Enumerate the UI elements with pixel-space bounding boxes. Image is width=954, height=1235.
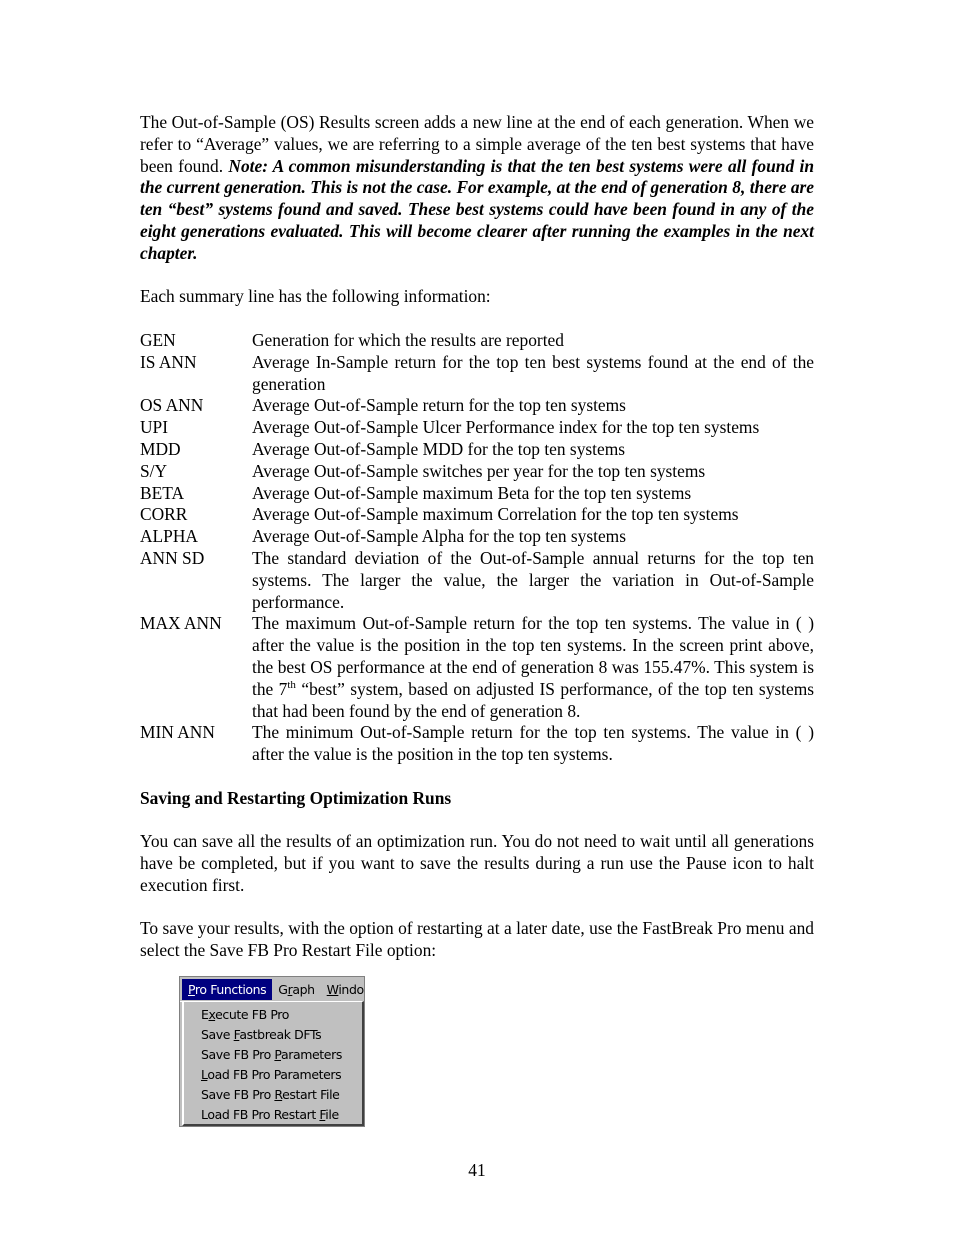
definition-max-ann: MAX ANN The maximum Out-of-Sample return for the top ten systems. The value in ( ) after the value is the position in the top ten systems. In the screen print above, the best OS performance at the end of generation 8 was 155.47%. This system is the 7th “best” system, based on adjusted IS performance, of the top ten systems that had been found by the end of generation 8. <box>140 613 815 721</box>
menu-screenshot <box>179 976 365 1127</box>
definition-mdd: MDD Average Out-of-Sample MDD for the top ten systems <box>140 438 626 459</box>
definition-beta: BETA Average Out-of-Sample maximum Beta for the top ten systems <box>140 482 692 503</box>
definition-ann-sd: ANN SD The standard deviation of the Out-of-Sample annual returns for the top ten systems. The larger the value, the larger the variation in Out-of-Sample performance. <box>140 547 814 612</box>
menu-item-save-fastbreak-dfts[interactable]: Save Fastbreak DFTs <box>201 1027 322 1042</box>
definition-upi: UPI Average Out-of-Sample Ulcer Performance index for the top ten systems <box>140 417 760 438</box>
menu-item-execute-fb-pro[interactable]: Execute FB Pro <box>201 1007 289 1022</box>
menu-bar <box>180 977 364 1002</box>
definition-sy: S/Y Average Out-of-Sample switches per year for the top ten systems <box>140 460 706 481</box>
menu-window[interactable]: Windo <box>326 981 364 997</box>
menu-graph[interactable]: Graph <box>278 981 315 997</box>
menu-pro-functions[interactable]: Pro Functions <box>182 979 272 1000</box>
intro-text: The Out-of-Sample (OS) Results screen adds a new line at the end of each generation. When we refer to “Average” values, we are referring to a simple average of the ten best systems that have been found. <box>140 112 814 176</box>
menu-item-save-fb-pro-parameters[interactable]: Save FB Pro Parameters <box>201 1047 342 1062</box>
definition-alpha: ALPHA Average Out-of-Sample Alpha for the top ten systems <box>140 526 626 547</box>
definition-gen: GEN Generation for which the results are reported <box>140 329 564 350</box>
intro-paragraph <box>140 112 814 265</box>
page-number: 41 <box>468 1160 486 1180</box>
definition-corr: CORR Average Out-of-Sample maximum Correlation for the top ten systems <box>140 504 739 525</box>
definition-os-ann: OS ANN Average Out-of-Sample return for the top ten systems <box>140 395 626 416</box>
save-paragraph: You can save all the results of an optimization run. You do not need to wait until all generations have be completed, but if you want to save the results during a run use the Pause icon to halt execution first. <box>140 831 814 895</box>
intro-note: Note: A common misunderstanding is that the ten best systems were all found in the current generation. This is not the case. For example, at the end of generation 8, there are ten “best” systems found and saved. These best systems could have been found in any of the eight generations evaluated. This will become clearer after running the examples in the next chapter. <box>140 155 814 263</box>
definition-list <box>140 330 814 766</box>
section-heading: Saving and Restarting Optimization Runs <box>140 787 452 808</box>
document-body <box>140 112 814 962</box>
menu-item-load-fb-pro-restart-file[interactable]: Load FB Pro Restart File <box>201 1107 339 1122</box>
summary-lead: Each summary line has the following information: <box>140 286 491 307</box>
menu-item-save-fb-pro-restart-file[interactable]: Save FB Pro Restart File <box>201 1087 340 1102</box>
definition-min-ann: MIN ANN The minimum Out-of-Sample return for the top ten systems. The value in ( ) after the value is the position in the top ten systems. <box>140 722 814 765</box>
definition-is-ann: IS ANN Average In-Sample return for the top ten best systems found at the end of the generation <box>140 351 814 394</box>
restart-paragraph: To save your results, with the option of restarting at a later date, use the FastBreak Pro menu and select the Save FB Pro Restart File option: <box>140 918 814 961</box>
pro-functions-dropdown <box>182 1001 364 1126</box>
menu-item-load-fb-pro-parameters[interactable]: Load FB Pro Parameters <box>201 1067 342 1082</box>
